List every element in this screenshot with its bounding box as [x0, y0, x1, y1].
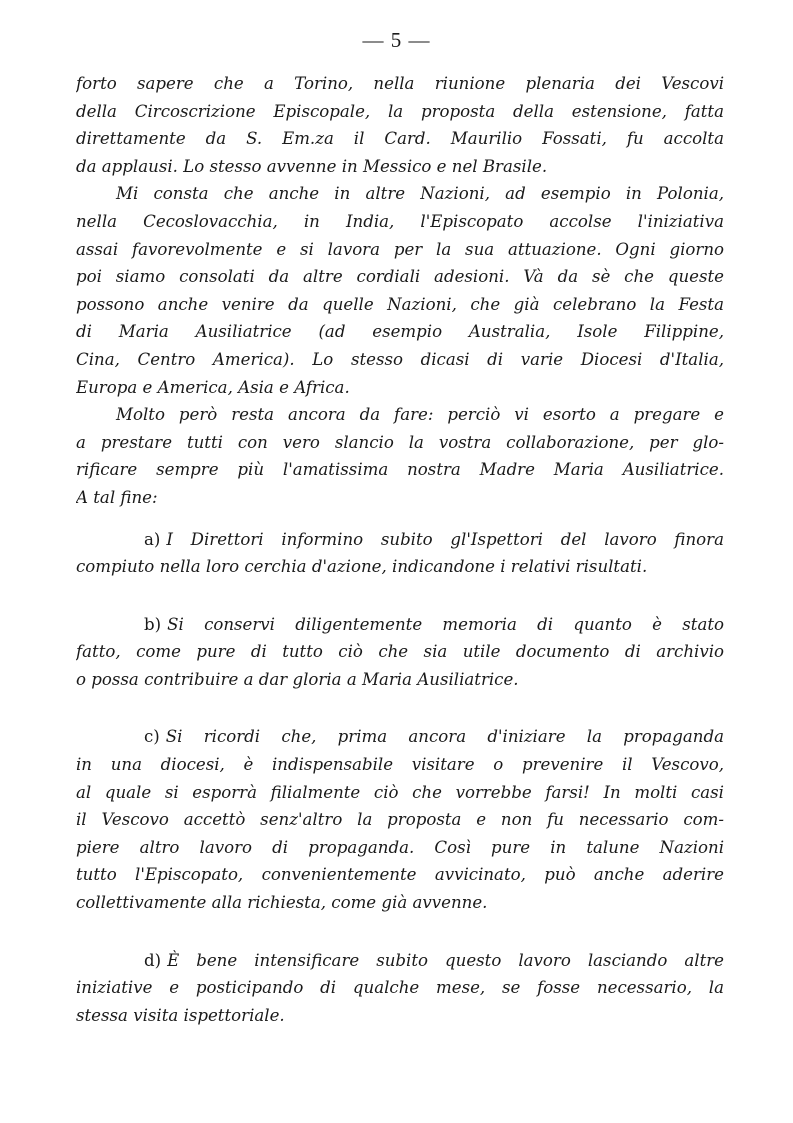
text-line	[76, 526, 724, 554]
paragraph	[76, 401, 724, 511]
body-text	[76, 70, 724, 1029]
item-label: a)	[144, 529, 161, 549]
text-line: Cina, Centro America). Lo stesso dicasi di varie Diocesi d'Italia,	[76, 349, 724, 369]
text-line: di Maria Ausiliatrice (ad esempio Australia, Isole Filippine,	[76, 322, 724, 342]
text-line: in una diocesi, è indispensabile visitare o prevenire il Vescovo,	[76, 755, 724, 775]
item-label: c)	[144, 727, 160, 747]
item-text: È bene intensificare subito questo lavoro lasciando altre	[167, 950, 724, 970]
text-line: al quale si esporrà filialmente ciò che vorrebbe farsi! In molti casi	[76, 782, 724, 802]
text-line: iniziative e posticipando di qualche mese, se fosse necessario, la	[76, 978, 724, 998]
list-item-c	[76, 723, 724, 916]
text-line: Mi consta che anche in altre Nazioni, ad esempio in Polonia,	[116, 184, 724, 204]
text-line: fatto, come pure di tutto ciò che sia utile documento di archivio	[76, 642, 724, 662]
text-line: o possa contribuire a dar gloria a Maria Ausiliatrice.	[76, 669, 519, 689]
item-text: Si ricordi che, prima ancora d'iniziare la propaganda	[165, 727, 724, 747]
item-text: Si conservi diligentemente memoria di quanto è stato	[167, 614, 724, 634]
list-item-b	[76, 611, 724, 694]
paragraph	[76, 180, 724, 401]
text-line: tutto l'Episcopato, convenientemente avvicinato, può anche aderire	[76, 865, 724, 885]
text-line: poi siamo consolati da altre cordiali adesioni. Và da sè che queste	[76, 267, 724, 287]
paragraph-continuation	[76, 70, 724, 180]
item-label: d)	[144, 950, 162, 970]
text-line: direttamente da S. Em.za il Card. Maurilio Fossati, fu accolta	[76, 129, 724, 149]
text-line: assai favorevolmente e si lavora per la sua attuazione. Ogni giorno	[76, 239, 724, 259]
list-item-d	[76, 947, 724, 1030]
text-line: piere altro lavoro di propaganda. Così pure in talune Nazioni	[76, 837, 724, 857]
item-label: b)	[144, 614, 162, 634]
text-line: a prestare tutti con vero slancio la vostra collaborazione, per glo-	[76, 432, 724, 452]
item-text: I Direttori informino subito gl'Ispettori del lavoro finora	[166, 529, 724, 549]
text-line	[76, 723, 724, 751]
list-item-a	[76, 526, 724, 581]
text-line: Molto però resta ancora da fare: perciò vi esorto a pregare e	[116, 405, 724, 425]
text-line: collettivamente alla richiesta, come già avvenne.	[76, 893, 488, 913]
text-line: compiuto nella loro cerchia d'azione, indicandone i relativi risultati.	[76, 557, 648, 577]
text-line: rificare sempre più l'amatissima nostra Madre Maria Ausiliatrice.	[76, 460, 724, 480]
page-number: — 5 —	[362, 28, 431, 52]
text-line: nella Cecoslovacchia, in India, l'Episcopato accolse l'iniziativa	[76, 211, 724, 231]
text-line: della Circoscrizione Episcopale, la proposta della estensione, fatta	[76, 101, 724, 121]
text-line: A tal fine:	[76, 487, 158, 507]
text-line: Europa e America, Asia e Africa.	[76, 377, 350, 397]
text-line	[76, 947, 724, 975]
text-line: possono anche venire da quelle Nazioni, che già celebrano la Festa	[76, 294, 724, 314]
text-line: il Vescovo accettò senz'altro la proposta e non fu necessario com-	[76, 810, 724, 830]
text-line	[76, 611, 724, 639]
text-line: da applausi. Lo stesso avvenne in Messico e nel Brasile.	[76, 156, 548, 176]
text-line: forto sapere che a Torino, nella riunione plenaria dei Vescovi	[76, 74, 724, 93]
text-line: stessa visita ispettoriale.	[76, 1005, 285, 1025]
